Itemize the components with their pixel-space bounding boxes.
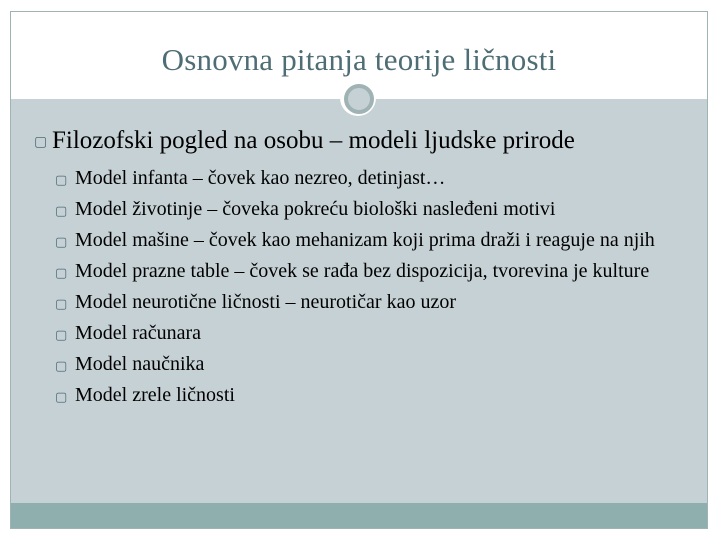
list-item — [55, 288, 695, 317]
list-item — [55, 257, 695, 286]
list-item — [55, 319, 695, 348]
arrow-bullet-icon: ▢ — [55, 234, 68, 249]
list-item — [55, 164, 695, 193]
divider-ring-icon — [340, 80, 376, 116]
list-item — [55, 350, 695, 379]
sub-bullet-list — [55, 164, 695, 412]
arrow-bullet-icon: ▢ — [55, 358, 68, 373]
arrow-bullet-icon: ▢ — [55, 172, 68, 187]
arrow-bullet-icon: ▢ — [55, 203, 68, 218]
arrow-bullet-icon: ▢ — [55, 296, 68, 311]
arrow-bullet-icon: ▢ — [34, 135, 48, 150]
list-item — [55, 381, 695, 410]
list-item-text: Model infanta – čovek kao nezreo, detinjast… — [75, 167, 446, 189]
list-item-text: Model mašine – čovek kao mehanizam koji prima draži i reaguje na njih — [75, 229, 655, 251]
list-item-text: Model naučnika — [75, 353, 205, 375]
slide-title: Osnovna pitanja teorije ličnosti — [161, 42, 557, 77]
list-item — [55, 195, 695, 224]
list-item-text: Model zrele ličnosti — [75, 384, 235, 406]
arrow-bullet-icon: ▢ — [55, 265, 68, 280]
list-item-text: Model životinje – čoveka pokreću biološki nasleđeni motivi — [75, 198, 556, 220]
list-item — [55, 226, 695, 255]
arrow-bullet-icon: ▢ — [55, 327, 68, 342]
main-bullet — [34, 127, 698, 155]
list-item-text: Model prazne table – čovek se rađa bez dispozicija, tvorevina je kulture — [75, 260, 650, 282]
list-item-text: Model neurotične ličnosti – neurotičar kao uzor — [75, 291, 456, 313]
arrow-bullet-icon: ▢ — [55, 389, 68, 404]
list-item-text: Model računara — [75, 322, 202, 344]
footer-bar — [11, 503, 707, 528]
main-bullet-text: Filozofski pogled na osobu – modeli ljudske prirode — [52, 127, 575, 154]
